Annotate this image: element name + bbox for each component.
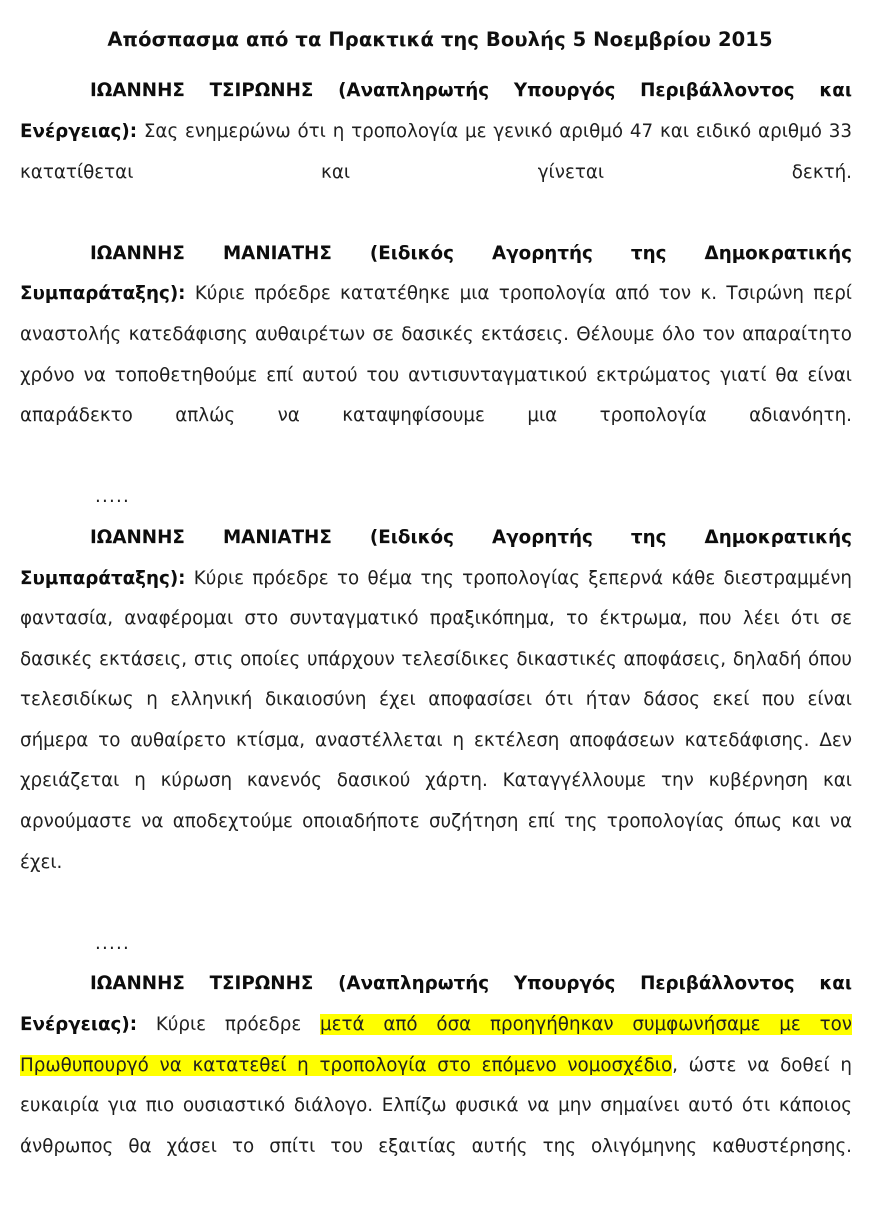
speaker-label-tsironis-1: ΙΩΑΝΝΗΣ ΤΣΙΡΩΝΗΣ (Αναπληρωτής Υπουργός Περιβάλλοντος και Ενέργειας): — [20, 80, 852, 142]
document-body — [0, 71, 880, 1208]
ellipsis-separator-1: ..... — [95, 486, 131, 508]
paragraph-tsironis-2 — [20, 964, 852, 1208]
paragraph-tsironis-1 — [20, 71, 852, 233]
page-title: Απόσπασμα από τα Πρακτικά της Βουλής 5 Νοεμβρίου 2015 — [107, 28, 773, 51]
paragraph-text-after-highlight: , ώστε να δοθεί η ευκαιρία για πιο ουσιαστικό διάλογο. Ελπίζω φυσικά να μην σημαίνει αυτό ότι κάποιος άνθρωπος θα χάσει το σπίτι του εξαιτίας αυτής της ολιγόμηνης καθυστέρησης. — [20, 1054, 852, 1157]
speaker-label-maniatis-2: ΙΩΑΝΝΗΣ ΜΑΝΙΑΤΗΣ (Ειδικός Αγορητής της Δημοκρατικής Συμπαράταξης): — [20, 526, 852, 589]
ellipsis-separator-2: ..... — [95, 932, 131, 954]
paragraph-maniatis-2 — [20, 518, 852, 924]
speaker-label-maniatis-1: ΙΩΑΝΝΗΣ ΜΑΝΙΑΤΗΣ (Ειδικός Αγορητής της Δημοκρατικής Συμπαράταξης): — [20, 242, 852, 305]
paragraph-maniatis-1 — [20, 234, 852, 478]
paragraph-text-maniatis-1: Κύριε πρόεδρε κατατέθηκε μια τροπολογία από τον κ. Τσιρώνη περί αναστολής κατεδάφισης αυθαιρέτων σε δασικές εκτάσεις. Θέλουμε όλο τον απαραίτητο χρόνο να τοποθετηθούμε επί αυτού του αντισυνταγματικού εκτρώματος γιατί θα είναι απαράδεκτο απλώς να καταψηφίσουμε μια τροπολογία αδιανόητη. — [20, 283, 852, 427]
paragraph-text-before-highlight: Κύριε πρόεδρε — [137, 1014, 320, 1036]
paragraph-text-tsironis-1: Σας ενημερώνω ότι η τροπολογία με γενικό αριθμό 47 και ειδικό αριθμό 33 κατατίθεται και γίνεται δεκτή. — [20, 120, 852, 183]
speaker-label-tsironis-2: ΙΩΑΝΝΗΣ ΤΣΙΡΩΝΗΣ (Αναπληρωτής Υπουργός Περιβάλλοντος και Ενέργειας): — [20, 973, 852, 1036]
paragraph-text-maniatis-2: Κύριε πρόεδρε το θέμα της τροπολογίας ξεπερνά κάθε διεστραμμένη φαντασία, αναφέρομαι στο συνταγματικό πραξικόπημα, το έκτρωμα, που λέει ότι σε δασικές εκτάσεις, στις οποίες υπάρχουν τελεσίδικες δικαστικές αποφάσεις, δηλαδή όπου τελεσιδίκως η ελληνική δικαιοσύνη έχει αποφασίσει ότι ήταν δάσος εκεί που είναι σήμερα το αυθαίρετο κτίσμα, αναστέλλεται η εκτέλεση αποφάσεων κατεδάφισης. Δεν χρειάζεται η κύρωση κανενός δασικού χάρτη. Καταγγέλλουμε την κυβέρνηση και αρνούμαστε να αποδεχτούμε οποιαδήποτε συζήτηση επί της τροπολογίας όπως και να έχει. — [20, 567, 852, 873]
highlighted-text: μετά από όσα προηγήθηκαν συμφωνήσαμε με τον Πρωθυπουργό να κατατεθεί η τροπολογία στο επόμενο νομοσχέδιο — [20, 1014, 852, 1076]
